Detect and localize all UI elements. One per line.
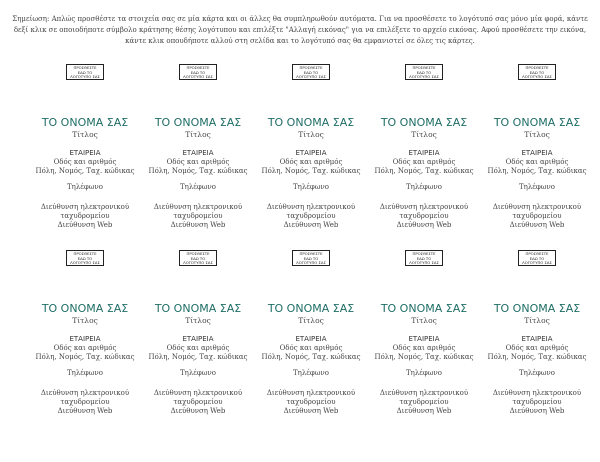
logo-placeholder[interactable]: [292, 64, 330, 80]
card-address[interactable]: [28, 344, 142, 362]
card-title[interactable]: Τίτλος: [411, 130, 437, 139]
card-title[interactable]: Τίτλος: [298, 316, 324, 325]
business-card[interactable]: [141, 64, 255, 249]
card-street: Οδός και αριθμός: [166, 158, 230, 166]
logo-text-line-3: ΛΟΓΟΤΥΠΟ ΣΑΣ: [522, 260, 552, 266]
card-email-line-1: Διεύθυνση ηλεκτρονικού: [266, 203, 356, 211]
card-address[interactable]: [141, 344, 255, 362]
business-card[interactable]: [367, 64, 481, 249]
card-phone[interactable]: Τηλέφωνο: [66, 183, 103, 191]
card-email-line-2: ταχυδρομείου: [173, 212, 223, 220]
card-company[interactable]: ΕΤΑΙΡΕΙΑ: [408, 149, 440, 157]
logo-text-line-1: ΠΡΟΣΘΕΣΤΕ: [186, 65, 210, 70]
card-email-line-2: ταχυδρομείου: [60, 212, 110, 220]
logo-text-line-1: ΠΡΟΣΘΕΣΤΕ: [525, 65, 549, 70]
note-line-3: κάντε κλικ οπουδήποτε αλλού στη σελίδα και το λογότυπό σας θα εμφανιστεί σε όλες τις κάρτες.: [125, 37, 475, 45]
card-web: Διεύθυνση Web: [509, 221, 565, 229]
logo-text-line-2: ΕΔΩ ΤΟ: [416, 69, 432, 75]
logo-text-line-2: ΕΔΩ ΤΟ: [303, 69, 319, 75]
business-card[interactable]: [28, 250, 142, 435]
logo-placeholder[interactable]: [518, 64, 556, 80]
card-email-line-1: Διεύθυνση ηλεκτρονικού: [40, 389, 130, 397]
card-contact[interactable]: [141, 203, 255, 230]
card-phone[interactable]: Τηλέφωνο: [292, 183, 329, 191]
card-email-line-1: Διεύθυνση ηλεκτρονικού: [492, 389, 582, 397]
logo-text-line-3: ΛΟΓΟΤΥΠΟ ΣΑΣ: [183, 74, 213, 80]
card-company[interactable]: ΕΤΑΙΡΕΙΑ: [295, 335, 327, 343]
card-street: Οδός και αριθμός: [166, 344, 230, 352]
logo-text-line-1: ΠΡΟΣΘΕΣΤΕ: [412, 65, 436, 70]
card-company[interactable]: ΕΤΑΙΡΕΙΑ: [182, 149, 214, 157]
card-company[interactable]: ΕΤΑΙΡΕΙΑ: [69, 149, 101, 157]
card-company[interactable]: ΕΤΑΙΡΕΙΑ: [408, 335, 440, 343]
card-title[interactable]: Τίτλος: [185, 316, 211, 325]
card-email-line-1: Διεύθυνση ηλεκτρονικού: [153, 389, 243, 397]
card-address[interactable]: [254, 344, 368, 362]
card-name[interactable]: ΤΟ ΟΝΟΜΑ ΣΑΣ: [380, 302, 468, 315]
card-address[interactable]: [367, 344, 481, 362]
card-city: Πόλη, Νομός, Ταχ. κώδικας: [35, 167, 135, 175]
card-contact[interactable]: [254, 203, 368, 230]
card-title[interactable]: Τίτλος: [524, 316, 550, 325]
card-phone[interactable]: Τηλέφωνο: [405, 369, 442, 377]
card-company[interactable]: ΕΤΑΙΡΕΙΑ: [69, 335, 101, 343]
card-name[interactable]: ΤΟ ΟΝΟΜΑ ΣΑΣ: [154, 302, 242, 315]
logo-text-line-2: ΕΔΩ ΤΟ: [529, 69, 545, 75]
logo-text-line-1: ΠΡΟΣΘΕΣΤΕ: [299, 65, 323, 70]
logo-text-line-2: ΕΔΩ ΤΟ: [303, 255, 319, 261]
card-email-line-2: ταχυδρομείου: [512, 212, 562, 220]
card-street: Οδός και αριθμός: [53, 158, 117, 166]
card-address[interactable]: [480, 158, 594, 176]
logo-placeholder[interactable]: [405, 250, 443, 266]
note-line-1: Σημείωση: Απλώς προσθέστε τα στοιχεία σας σε μία κάρτα και οι άλλες θα συμπληρωθούν αυτόματα. Για να προσθέσετε το λογότυπό σας μόνο μία φορά, κάντε: [12, 15, 588, 23]
logo-text-line-3: ΛΟΓΟΤΥΠΟ ΣΑΣ: [409, 74, 439, 80]
card-city: Πόλη, Νομός, Ταχ. κώδικας: [374, 353, 474, 361]
card-email-line-2: ταχυδρομείου: [512, 398, 562, 406]
card-email-line-2: ταχυδρομείου: [60, 398, 110, 406]
card-email-line-1: Διεύθυνση ηλεκτρονικού: [379, 203, 469, 211]
business-card[interactable]: [141, 250, 255, 435]
card-phone[interactable]: Τηλέφωνο: [179, 369, 216, 377]
card-company[interactable]: ΕΤΑΙΡΕΙΑ: [295, 149, 327, 157]
card-email-line-2: ταχυδρομείου: [286, 398, 336, 406]
card-city: Πόλη, Νομός, Ταχ. κώδικας: [374, 167, 474, 175]
logo-text-line-1: ΠΡΟΣΘΕΣΤΕ: [299, 251, 323, 256]
logo-placeholder[interactable]: [518, 250, 556, 266]
card-phone[interactable]: Τηλέφωνο: [179, 183, 216, 191]
card-phone[interactable]: Τηλέφωνο: [66, 369, 103, 377]
card-street: Οδός και αριθμός: [505, 344, 569, 352]
card-email-line-2: ταχυδρομείου: [399, 212, 449, 220]
card-company[interactable]: ΕΤΑΙΡΕΙΑ: [182, 335, 214, 343]
card-contact[interactable]: [28, 389, 142, 416]
card-web: Διεύθυνση Web: [57, 407, 113, 415]
card-name[interactable]: ΤΟ ΟΝΟΜΑ ΣΑΣ: [493, 116, 581, 129]
card-web: Διεύθυνση Web: [283, 407, 339, 415]
card-street: Οδός και αριθμός: [392, 344, 456, 352]
business-card[interactable]: [367, 250, 481, 435]
logo-text-line-2: ΕΔΩ ΤΟ: [190, 255, 206, 261]
logo-text-line-3: ΛΟΓΟΤΥΠΟ ΣΑΣ: [70, 74, 100, 80]
card-web: Διεύθυνση Web: [170, 221, 226, 229]
card-phone[interactable]: Τηλέφωνο: [518, 183, 555, 191]
card-company[interactable]: ΕΤΑΙΡΕΙΑ: [521, 335, 553, 343]
card-company[interactable]: ΕΤΑΙΡΕΙΑ: [521, 149, 553, 157]
business-card[interactable]: [254, 250, 368, 435]
logo-text-line-2: ΕΔΩ ΤΟ: [416, 255, 432, 261]
card-city: Πόλη, Νομός, Ταχ. κώδικας: [35, 353, 135, 361]
card-street: Οδός και αριθμός: [53, 344, 117, 352]
card-name[interactable]: ΤΟ ΟΝΟΜΑ ΣΑΣ: [41, 116, 129, 129]
card-city: Πόλη, Νομός, Ταχ. κώδικας: [148, 353, 248, 361]
card-phone[interactable]: Τηλέφωνο: [518, 369, 555, 377]
logo-placeholder[interactable]: [405, 64, 443, 80]
card-web: Διεύθυνση Web: [57, 221, 113, 229]
card-name[interactable]: ΤΟ ΟΝΟΜΑ ΣΑΣ: [41, 302, 129, 315]
card-address[interactable]: [480, 344, 594, 362]
card-email-line-2: ταχυδρομείου: [286, 212, 336, 220]
card-title[interactable]: Τίτλος: [298, 130, 324, 139]
card-street: Οδός και αριθμός: [279, 158, 343, 166]
logo-text-line-1: ΠΡΟΣΘΕΣΤΕ: [186, 251, 210, 256]
card-title[interactable]: Τίτλος: [524, 130, 550, 139]
card-contact[interactable]: [141, 389, 255, 416]
card-web: Διεύθυνση Web: [283, 221, 339, 229]
logo-placeholder[interactable]: [179, 250, 217, 266]
card-contact[interactable]: [480, 389, 594, 416]
card-title[interactable]: Τίτλος: [185, 130, 211, 139]
logo-text-line-3: ΛΟΓΟΤΥΠΟ ΣΑΣ: [296, 260, 326, 266]
card-street: Οδός και αριθμός: [505, 158, 569, 166]
logo-placeholder[interactable]: [292, 250, 330, 266]
logo-text-line-3: ΛΟΓΟΤΥΠΟ ΣΑΣ: [522, 74, 552, 80]
card-city: Πόλη, Νομός, Ταχ. κώδικας: [487, 167, 587, 175]
logo-placeholder[interactable]: [66, 250, 104, 266]
card-address[interactable]: [141, 158, 255, 176]
logo-text-line-3: ΛΟΓΟΤΥΠΟ ΣΑΣ: [183, 260, 213, 266]
card-name[interactable]: ΤΟ ΟΝΟΜΑ ΣΑΣ: [267, 116, 355, 129]
logo-placeholder[interactable]: [66, 64, 104, 80]
card-name[interactable]: ΤΟ ΟΝΟΜΑ ΣΑΣ: [267, 302, 355, 315]
card-email-line-1: Διεύθυνση ηλεκτρονικού: [266, 389, 356, 397]
card-web: Διεύθυνση Web: [170, 407, 226, 415]
card-contact[interactable]: [480, 203, 594, 230]
card-street: Οδός και αριθμός: [279, 344, 343, 352]
card-address[interactable]: [367, 158, 481, 176]
logo-text-line-2: ΕΔΩ ΤΟ: [190, 69, 206, 75]
note-line-2: δεξί κλικ σε οποιοδήποτε σύμβολο κράτησης θέσης λογότυπου και επιλέξτε "Αλλαγή εικόνας" για να επιλέξετε το αρχείο εικόνας. Αφού προσθέσετε την εικόνα,: [13, 26, 587, 34]
business-card[interactable]: [28, 64, 142, 249]
card-email-line-1: Διεύθυνση ηλεκτρονικού: [40, 203, 130, 211]
logo-text-line-3: ΛΟΓΟΤΥΠΟ ΣΑΣ: [409, 260, 439, 266]
card-email-line-2: ταχυδρομείου: [173, 398, 223, 406]
logo-text-line-3: ΛΟΓΟΤΥΠΟ ΣΑΣ: [70, 260, 100, 266]
card-title[interactable]: Τίτλος: [411, 316, 437, 325]
logo-text-line-1: ΠΡΟΣΘΕΣΤΕ: [412, 251, 436, 256]
card-email-line-1: Διεύθυνση ηλεκτρονικού: [379, 389, 469, 397]
card-email-line-1: Διεύθυνση ηλεκτρονικού: [153, 203, 243, 211]
card-web: Διεύθυνση Web: [396, 221, 452, 229]
logo-text-line-2: ΕΔΩ ΤΟ: [77, 69, 93, 75]
card-city: Πόλη, Νομός, Ταχ. κώδικας: [261, 353, 361, 361]
card-web: Διεύθυνση Web: [396, 407, 452, 415]
card-name[interactable]: ΤΟ ΟΝΟΜΑ ΣΑΣ: [154, 116, 242, 129]
card-email-line-2: ταχυδρομείου: [399, 398, 449, 406]
card-contact[interactable]: [28, 203, 142, 230]
business-card[interactable]: [480, 64, 594, 249]
card-city: Πόλη, Νομός, Ταχ. κώδικας: [148, 167, 248, 175]
card-phone[interactable]: Τηλέφωνο: [292, 369, 329, 377]
card-city: Πόλη, Νομός, Ταχ. κώδικας: [261, 167, 361, 175]
card-city: Πόλη, Νομός, Ταχ. κώδικας: [487, 353, 587, 361]
card-phone[interactable]: Τηλέφωνο: [405, 183, 442, 191]
card-title[interactable]: Τίτλος: [72, 130, 98, 139]
card-name[interactable]: ΤΟ ΟΝΟΜΑ ΣΑΣ: [493, 302, 581, 315]
card-address[interactable]: [254, 158, 368, 176]
logo-text-line-1: ΠΡΟΣΘΕΣΤΕ: [73, 251, 97, 256]
business-card[interactable]: [480, 250, 594, 435]
logo-text-line-3: ΛΟΓΟΤΥΠΟ ΣΑΣ: [296, 74, 326, 80]
logo-placeholder[interactable]: [179, 64, 217, 80]
card-email-line-1: Διεύθυνση ηλεκτρονικού: [492, 203, 582, 211]
card-contact[interactable]: [367, 389, 481, 416]
logo-text-line-2: ΕΔΩ ΤΟ: [529, 255, 545, 261]
card-title[interactable]: Τίτλος: [72, 316, 98, 325]
card-street: Οδός και αριθμός: [392, 158, 456, 166]
card-contact[interactable]: [254, 389, 368, 416]
business-card[interactable]: [254, 64, 368, 249]
card-contact[interactable]: [367, 203, 481, 230]
logo-text-line-2: ΕΔΩ ΤΟ: [77, 255, 93, 261]
logo-text-line-1: ΠΡΟΣΘΕΣΤΕ: [525, 251, 549, 256]
card-web: Διεύθυνση Web: [509, 407, 565, 415]
logo-text-line-1: ΠΡΟΣΘΕΣΤΕ: [73, 65, 97, 70]
card-address[interactable]: [28, 158, 142, 176]
card-name[interactable]: ΤΟ ΟΝΟΜΑ ΣΑΣ: [380, 116, 468, 129]
